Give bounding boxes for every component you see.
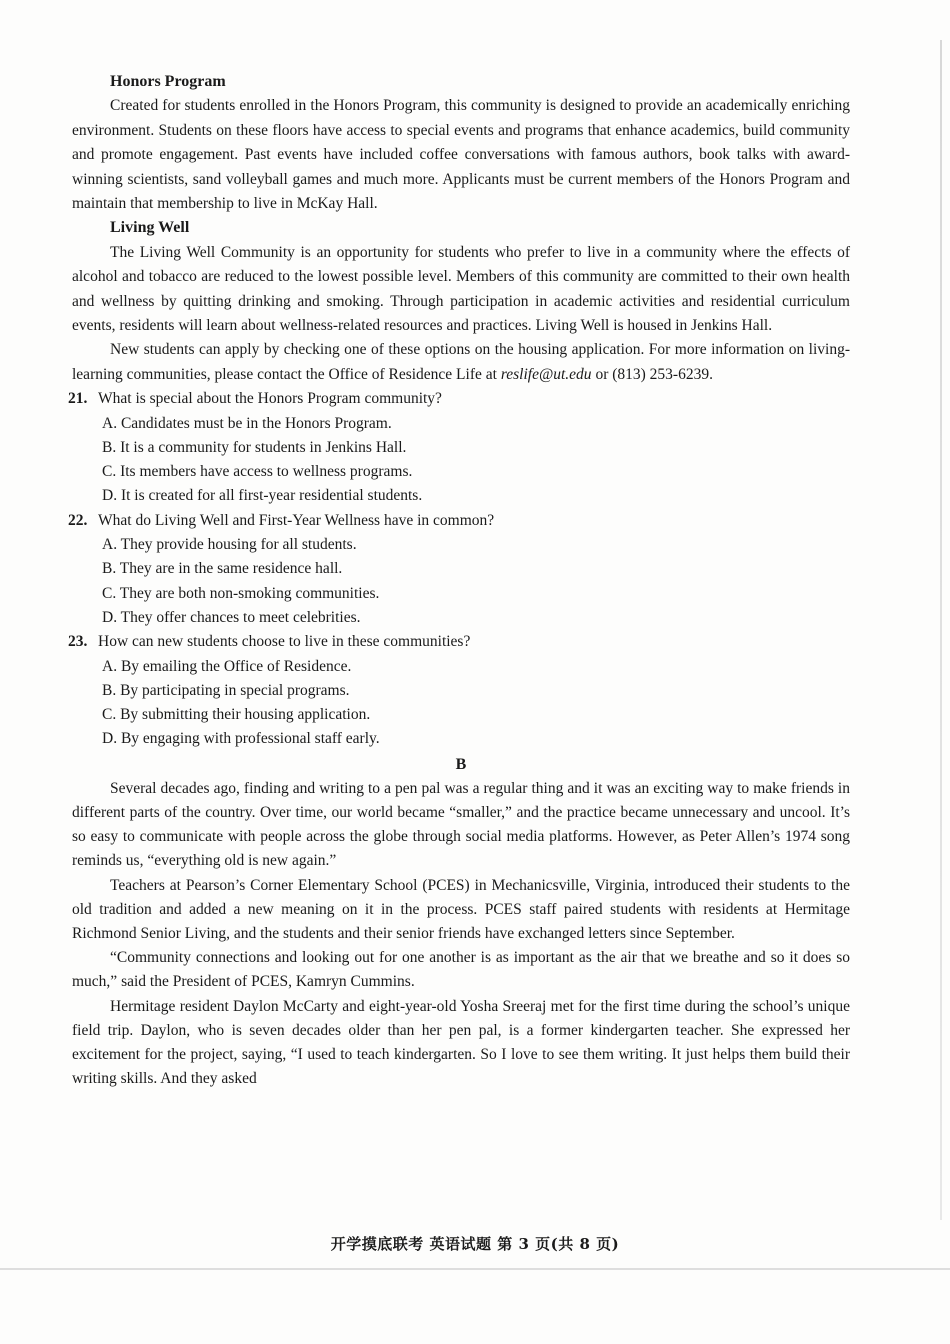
option-d: D. By engaging with professional staff early. <box>102 730 380 748</box>
question-23 <box>68 630 850 751</box>
question-number: 23. <box>68 633 88 651</box>
option-b: B. By participating in special programs. <box>102 681 350 699</box>
honors-body: Created for students enrolled in the Honors Program, this community is designed to provide an academically enriching environment. Students on these floors have access to special events and programs that enhance academics, build community and promote engagement. Past events have included coffee conversations with famous authors, book talks with award-winning scientists, sand volleyball games and much more. Applicants must be current members of the Honors Program and maintain that membership to live in McKay Hall. <box>72 97 850 213</box>
apply-note-phone: or (813) 253-6239. <box>591 365 713 383</box>
option-b: B. It is a community for students in Jenkins Hall. <box>102 438 407 456</box>
living-well-title: Living Well <box>110 219 190 237</box>
option-a: A. Candidates must be in the Honors Program. <box>102 414 392 432</box>
option-c: C. They are both non-smoking communities. <box>102 584 380 602</box>
passage-b-paragraph-4: Hermitage resident Daylon McCarty and eight-year-old Yosha Sreeraj met for the first time during the school’s unique field trip. Daylon, who is seven decades older than her pen pal, is a former kindergarten teacher. She expressed her excitement for the project, saying, “I used to teach kindergarten. So I love to see them writing. It just helps them build their writing skills. And they asked <box>72 997 850 1088</box>
passage-b-paragraph-1: Several decades ago, finding and writing to a pen pal was a regular thing and it was an exciting way to make friends in different parts of the country. Over time, our world became “smaller,” and the practice became unnecessary and uncool. It’s so easy to communicate with people across the globe through social media platforms. However, as Peter Allen’s 1974 song reminds us, “everything old is new again.” <box>72 779 850 870</box>
question-stem: How can new students choose to live in these communities? <box>98 633 471 651</box>
apply-note-text: New students can apply by checking one of these options on the housing application. For more information on living-learning communities, please contact the Office of Residence Life at <box>72 341 850 383</box>
option-a: A. By emailing the Office of Residence. <box>102 657 352 675</box>
question-stem: What is special about the Honors Program community? <box>98 390 442 408</box>
option-b: B. They are in the same residence hall. <box>102 560 343 578</box>
honors-title: Honors Program <box>110 73 226 90</box>
question-number: 21. <box>68 390 88 408</box>
option-d: D. They offer chances to meet celebrities. <box>102 608 361 626</box>
passage-b-paragraph-3: “Community connections and looking out for one another is as important as the air that we breathe and so it does so much,” said the President of PCES, Kamryn Cummins. <box>72 949 850 991</box>
apply-note <box>72 338 850 387</box>
page-edge-shadow <box>940 40 942 1220</box>
option-c: C. By submitting their housing application. <box>102 706 371 724</box>
contact-email: reslife@ut.edu <box>500 365 592 383</box>
question-22 <box>68 509 850 630</box>
passage-b-paragraph-2: Teachers at Pearson’s Corner Elementary School (PCES) in Mechanicsville, Virginia, introduced their students to the old tradition and added a new meaning on it in the process. PCES staff paired students with residents at Hermitage Richmond Senior Living, and the students and their senior friends have exchanged letters since September. <box>72 876 850 942</box>
option-a: A. They provide housing for all students. <box>102 536 357 554</box>
question-21 <box>68 387 850 508</box>
option-d: D. It is created for all first-year residential students. <box>102 487 423 505</box>
page-bottom-edge <box>0 1268 950 1270</box>
living-well-body: The Living Well Community is an opportunity for students who prefer to live in a community where the effects of alcohol and tobacco are reduced to the lowest possible level. Members of this community are committed to their own health and wellness by quitting drinking and smoking. Through participation in academic activities and residential curriculum events, residents will learn about wellness-related resources and practices. Living Well is housed in Jenkins Hall. <box>72 243 850 335</box>
page-content <box>68 70 850 1091</box>
question-number: 22. <box>68 511 88 529</box>
option-c: C. Its members have access to wellness programs. <box>102 463 413 481</box>
question-stem: What do Living Well and First-Year Wellness have in common? <box>98 511 495 529</box>
page-footer: 开学摸底联考 英语试题 第 3 页(共 8 页) <box>330 1235 620 1253</box>
passage-b <box>72 777 850 1092</box>
part-b-label: B <box>455 755 467 773</box>
